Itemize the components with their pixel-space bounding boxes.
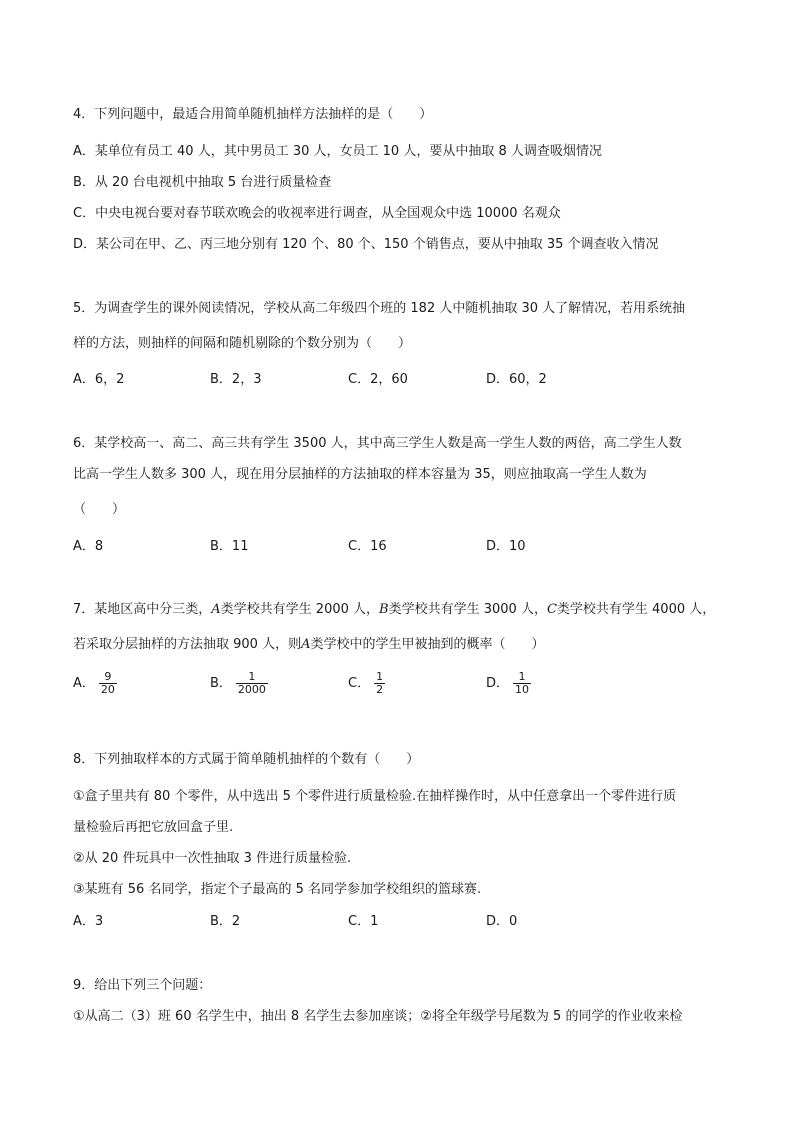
option-label: A．: [73, 676, 95, 691]
q8-item1-line1: ①盒子里共有 80 个零件，从中选出 5 个零件进行质量检验.在抽样操作时，从中任意拿出一个零件进行质: [73, 789, 677, 804]
q7-var-a: A: [211, 602, 221, 617]
q7-stem-line2: [73, 636, 544, 654]
denominator: 10: [515, 683, 530, 696]
q5-option-a: A．6，2: [73, 372, 125, 387]
q8-item2: ②从 20 件玩具中一次性抽取 3 件进行质量检验.: [73, 851, 352, 866]
option-label: B．: [210, 676, 232, 691]
numerator: 1: [236, 671, 268, 684]
q7-option-b: [210, 671, 268, 696]
q7-text: 类学校共有学生 4000 人，: [556, 602, 716, 617]
option-label: D．: [486, 676, 510, 691]
q5-option-d: D．60，2: [486, 372, 547, 387]
q5-option-b: B．2，3: [210, 372, 262, 387]
q6-option-d: D．10: [486, 539, 526, 554]
q6-stem-line3: （ ）: [73, 502, 126, 517]
q8-option-d: D．0: [486, 914, 518, 929]
fraction: [374, 671, 385, 696]
option-label: C．: [348, 676, 371, 691]
q9-line1: ①从高二（3）班 60 名学生中，抽出 8 名学生去参加座谈；②将全年级学号尾数为 5 的同学的作业收来检: [73, 1009, 683, 1024]
q7-text: 类学校中的学生甲被抽到的概率（ ）: [310, 637, 545, 652]
q5-stem-line1: 5．为调查学生的课外阅读情况，学校从高二年级四个班的 182 人中随机抽取 30 人了解情况，若用系统抽: [73, 301, 686, 316]
numerator: 9: [99, 671, 117, 684]
q7-option-c: [348, 671, 385, 696]
q7-text: 若采取分层抽样的方法抽取 900 人，则: [73, 637, 302, 652]
q7-var-a: A: [301, 637, 311, 652]
fraction: [236, 671, 268, 696]
q8-item1-line2: 量检验后再把它放回盒子里.: [73, 820, 234, 835]
q7-text: 7．某地区高中分三类，: [73, 602, 212, 617]
q8-stem: 8．下列抽取样本的方式属于简单随机抽样的个数有（ ）: [73, 752, 420, 767]
q7-text: 类学校共有学生 3000 人，: [388, 602, 547, 617]
numerator: 1: [513, 671, 531, 684]
fraction: [513, 671, 531, 696]
q7-var-c: C: [546, 602, 557, 617]
q7-option-a: [73, 671, 117, 696]
q4-option-c: C．中央电视台要对春节联欢晚会的收视率进行调查，从全国观众中选 10000 名观众: [73, 206, 561, 221]
q9-stem: 9．给出下列三个问题：: [73, 978, 212, 993]
q4-option-a: A．某单位有员工 40 人，其中男员工 30 人，女员工 10 人，要从中抽取 8 人调查吸烟情况: [73, 144, 602, 159]
q4-stem: 4．下列问题中，最适合用简单随机抽样方法抽样的是（ ）: [73, 107, 433, 122]
q7-text: 类学校共有学生 2000 人，: [220, 602, 380, 617]
q7-var-b: B: [379, 602, 389, 617]
q4-option-b: B．从 20 台电视机中抽取 5 台进行质量检查: [73, 175, 332, 190]
denominator: 2000: [237, 683, 266, 696]
numerator: 1: [376, 670, 384, 683]
q7-option-d: [486, 671, 531, 696]
q7-stem-line1: [73, 601, 715, 619]
denominator: 20: [100, 683, 115, 696]
q6-stem-line2: 比高一学生人数多 300 人，现在用分层抽样的方法抽取的样本容量为 35，则应抽取高一学生人数为: [73, 467, 647, 482]
q6-option-c: C．16: [348, 539, 387, 554]
q8-option-a: A．3: [73, 914, 104, 929]
fraction: [99, 671, 117, 696]
q8-option-b: B．2: [210, 914, 241, 929]
q5-option-c: C．2，60: [348, 372, 408, 387]
q6-option-b: B．11: [210, 539, 249, 554]
q4-option-d: D．某公司在甲、乙、丙三地分别有 120 个、80 个、150 个销售点，要从中抽取 35 个调查收入情况: [73, 237, 659, 252]
q6-option-a: A．8: [73, 539, 104, 554]
q8-item3: ③某班有 56 名同学，指定个子最高的 5 名同学参加学校组织的篮球赛.: [73, 882, 482, 897]
q6-stem-line1: 6．某学校高一、高二、高三共有学生 3500 人，其中高三学生人数是高一学生人数的两倍，高二学生人数: [73, 436, 682, 451]
denominator: 2: [376, 683, 384, 696]
q5-stem-line2: 样的方法，则抽样的间隔和随机剔除的个数分别为（ ）: [73, 336, 412, 351]
q8-option-c: C．1: [348, 914, 379, 929]
